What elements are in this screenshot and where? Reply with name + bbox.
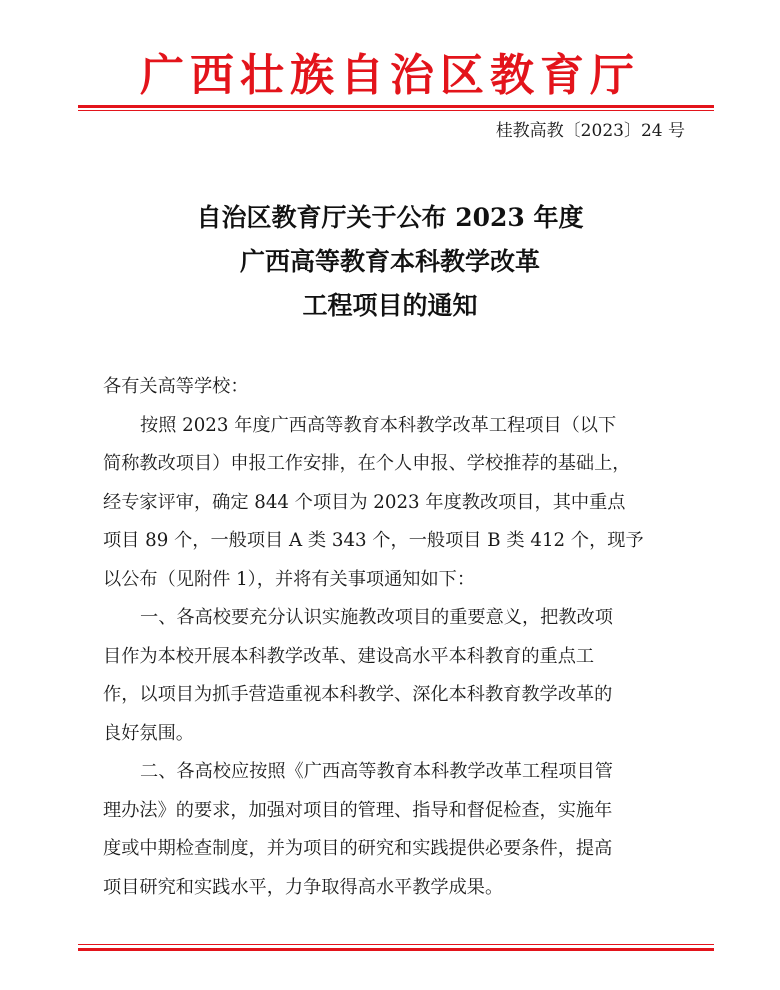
footer-rule-thick <box>78 948 714 951</box>
paragraph-line: 以公布（见附件 1），并将有关事项通知如下： <box>103 568 476 590</box>
document-number: 桂教高教〔2023〕24 号 <box>495 121 685 141</box>
document-title <box>0 196 780 328</box>
paragraph-line: 经专家评审，确定 844 个项目为 2023 年度教改项目，其中重点 <box>103 491 626 513</box>
paragraph-line: 项目 89 个，一般项目 A 类 343 个，一般项目 B 类 412 个，现予 <box>103 530 644 551</box>
paragraph-line: 按照 2023 年度广西高等教育本科教学改革工程项目（以下 <box>140 414 617 436</box>
title-line: 自治区教育厅关于公布 2023 年度 <box>196 203 584 232</box>
paragraph-line: 作，以项目为抓手营造重视本科教学、深化本科教育教学改革的 <box>103 684 613 705</box>
header-rule-thick <box>78 105 714 108</box>
paragraph-line: 良好氛围。 <box>103 722 194 744</box>
document-body <box>103 368 689 907</box>
paragraph-line: 二、各高校应按照《广西高等教育本科教学改革工程项目管 <box>140 761 613 782</box>
salutation: 各有关高等学校： <box>103 376 249 397</box>
paragraph-line: 项目研究和实践水平，力争取得高水平教学成果。 <box>103 876 504 898</box>
paragraph-line: 一、各高校要充分认识实施教改项目的重要意义，把教改项 <box>140 607 613 628</box>
title-line: 广西高等教育本科教学改革 <box>239 247 540 276</box>
paragraph-line: 目作为本校开展本科教学改革、建设高水平本科教育的重点工 <box>103 645 595 667</box>
paragraph-line: 度或中期检查制度，并为项目的研究和实践提供必要条件，提高 <box>103 838 613 859</box>
agency-masthead: 广西壮族自治区教育厅 <box>140 50 640 101</box>
title-line: 工程项目的通知 <box>302 291 478 320</box>
paragraph-line: 理办法》的要求，加强对项目的管理、指导和督促检查，实施年 <box>103 799 613 821</box>
footer-rule-thin <box>78 944 714 945</box>
header-rule-thin <box>78 110 714 111</box>
paragraph-line: 简称教改项目）申报工作安排，在个人申报、学校推荐的基础上， <box>103 453 631 474</box>
